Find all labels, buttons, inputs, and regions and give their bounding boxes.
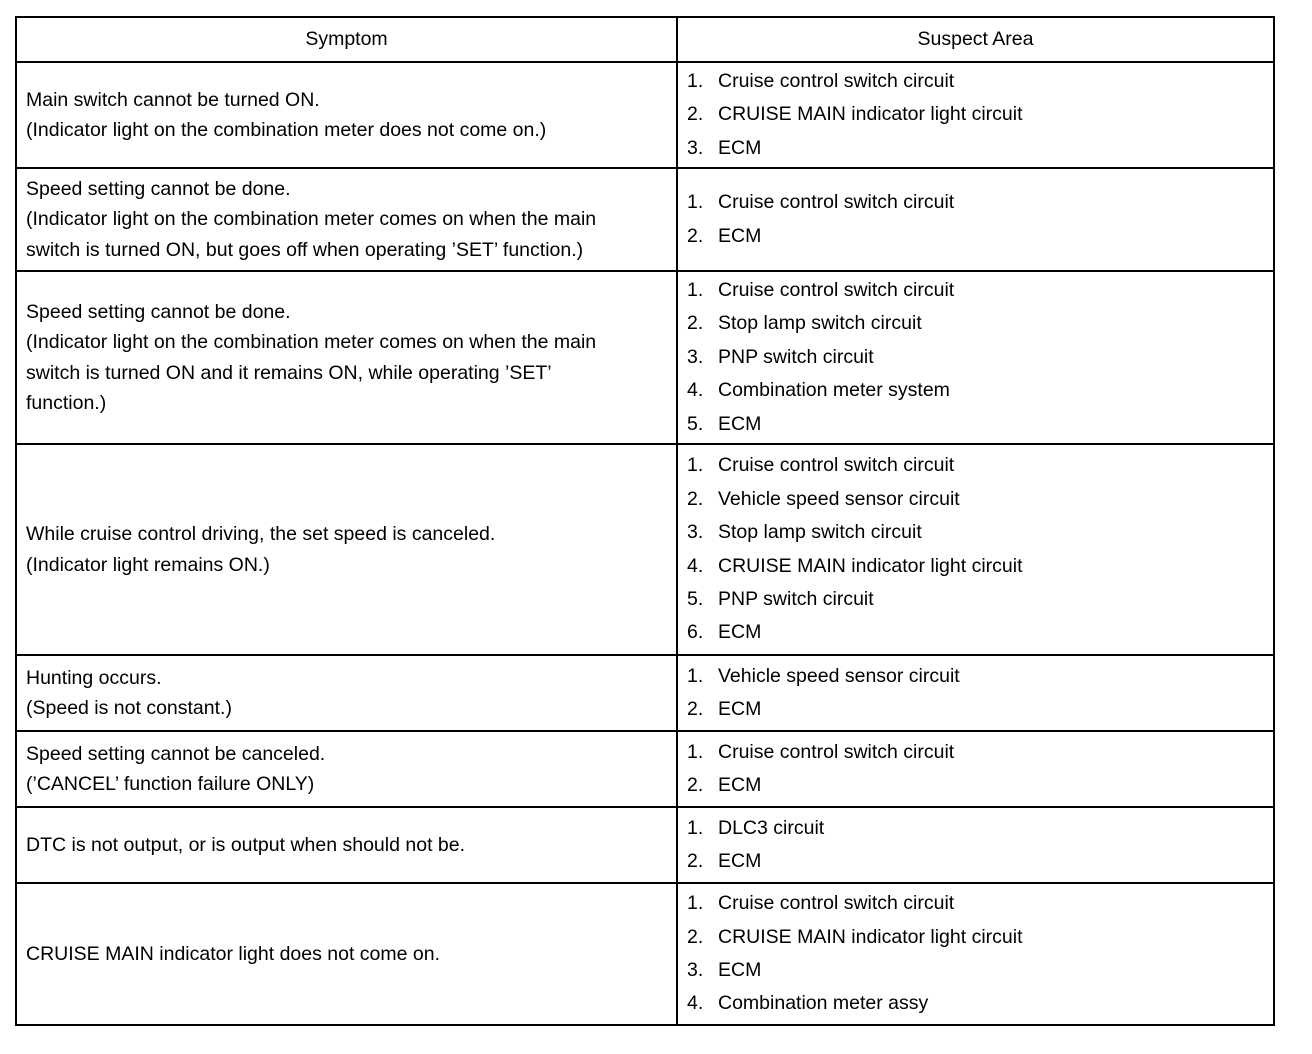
symptom-line: Hunting occurs. [26, 666, 162, 689]
item-number: 5. [687, 412, 704, 435]
symptom-line: function.) [26, 392, 107, 414]
suspect-area-item [687, 98, 1273, 131]
table-row [16, 807, 1274, 883]
symptom-header: Symptom [16, 17, 677, 62]
symptom-cell [16, 271, 677, 444]
header-row [16, 17, 1274, 62]
symptom-line: Main switch cannot be turned ON. [26, 88, 320, 111]
suspect-area-list [687, 186, 1273, 253]
item-text: CRUISE MAIN indicator light circuit [718, 554, 1023, 577]
symptom-line: (Indicator light on the combination meter comes on when the main [26, 331, 597, 353]
suspect-area-cell [677, 655, 1274, 731]
suspect-area-cell [677, 271, 1274, 444]
table-row [16, 655, 1274, 731]
item-text: ECM [718, 698, 762, 720]
suspect-area-item [687, 616, 1273, 649]
suspect-area-item [687, 736, 1273, 769]
table-row [16, 271, 1274, 444]
item-number: 3. [687, 136, 704, 159]
suspect-area-item [687, 887, 1273, 920]
suspect-area-item [687, 449, 1273, 482]
symptom-line: Speed setting cannot be done. [26, 300, 291, 323]
symptom-cell [16, 731, 677, 807]
symptom-cell [16, 807, 677, 883]
item-number: 2. [687, 224, 704, 247]
item-number: 1. [687, 664, 704, 687]
suspect-area-item [687, 516, 1273, 549]
suspect-area-item [687, 660, 1273, 693]
item-text: CRUISE MAIN indicator light circuit [718, 103, 1023, 126]
suspect-area-cell [677, 883, 1274, 1025]
item-number: 2. [687, 487, 704, 510]
suspect-area-item [687, 65, 1273, 98]
suspect-area-item [687, 186, 1273, 219]
symptom-line: (Indicator light remains ON.) [26, 553, 270, 576]
symptom-line: CRUISE MAIN indicator light does not come on. [26, 942, 441, 965]
item-text: ECM [718, 412, 762, 435]
item-text: Cruise control switch circuit [718, 892, 955, 915]
suspect-area-list [687, 812, 1273, 879]
item-text: Vehicle speed sensor circuit [718, 487, 960, 510]
symptom-line: (Indicator light on the combination meter does not come on.) [26, 119, 547, 141]
suspect-area-item [687, 845, 1273, 878]
suspect-area-item [687, 132, 1273, 165]
suspect-area-cell [677, 444, 1274, 655]
item-text: DLC3 circuit [718, 816, 825, 839]
item-number: 4. [687, 992, 704, 1015]
suspect-area-item [687, 341, 1273, 374]
item-text: Stop lamp switch circuit [718, 521, 922, 544]
symptom-line: switch is turned ON, but goes off when operating ’SET’ function.) [26, 238, 584, 261]
item-number: 2. [687, 925, 704, 948]
item-text: ECM [718, 850, 762, 872]
table-row [16, 731, 1274, 807]
suspect-area-item [687, 408, 1273, 441]
suspect-area-item [687, 583, 1273, 616]
item-number: 1. [687, 454, 704, 477]
symptom-line: (Indicator light on the combination meter comes on when the main [26, 208, 597, 231]
item-text: Vehicle speed sensor circuit [718, 664, 960, 687]
suspect-area-item [687, 769, 1273, 802]
symptom-line: (’CANCEL’ function failure ONLY) [26, 773, 315, 795]
item-text: Combination meter assy [718, 992, 929, 1015]
suspect-area-item [687, 483, 1273, 516]
suspect-area-list [687, 736, 1273, 803]
suspect-area-cell [677, 807, 1274, 883]
suspect-area-list [687, 887, 1273, 1021]
suspect-area-item [687, 987, 1273, 1020]
item-text: PNP switch circuit [718, 587, 874, 610]
suspect-area-item [687, 693, 1273, 726]
item-number: 6. [687, 621, 704, 644]
item-number: 1. [687, 816, 704, 839]
item-number: 2. [687, 850, 704, 872]
suspect-area-item [687, 550, 1273, 583]
item-text: Cruise control switch circuit [718, 278, 955, 301]
item-number: 3. [687, 345, 704, 368]
item-text: ECM [718, 224, 762, 247]
item-number: 4. [687, 554, 704, 577]
symptom-cell [16, 62, 677, 168]
suspect-area-item [687, 954, 1273, 987]
suspect-area-list [687, 65, 1273, 165]
item-number: 3. [687, 959, 704, 981]
item-text: ECM [718, 959, 762, 981]
symptom-cell [16, 655, 677, 731]
table-row [16, 444, 1274, 655]
suspect-area-item [687, 812, 1273, 845]
symptom-table [15, 16, 1275, 1026]
symptom-cell [16, 883, 677, 1025]
item-text: Combination meter system [718, 379, 950, 402]
item-number: 1. [687, 191, 704, 214]
suspect-area-item [687, 274, 1273, 307]
symptom-line: switch is turned ON and it remains ON, while operating ’SET’ [26, 361, 552, 384]
symptom-cell [16, 168, 677, 271]
item-text: ECM [718, 136, 762, 159]
item-text: Cruise control switch circuit [718, 740, 955, 763]
item-text: Cruise control switch circuit [718, 191, 955, 214]
suspect-area-cell [677, 62, 1274, 168]
item-number: 2. [687, 103, 704, 126]
item-text: Cruise control switch circuit [718, 69, 955, 92]
table-row [16, 168, 1274, 271]
item-number: 4. [687, 379, 704, 402]
suspect-area-header: Suspect Area [677, 17, 1274, 62]
table-body [16, 62, 1274, 1025]
item-number: 2. [687, 698, 704, 720]
table-row [16, 62, 1274, 168]
item-text: ECM [718, 774, 762, 796]
suspect-area-list [687, 660, 1273, 727]
symptom-line: While cruise control driving, the set speed is canceled. [26, 523, 496, 545]
symptom-line: Speed setting cannot be done. [26, 177, 291, 200]
suspect-area-list [687, 274, 1273, 441]
suspect-area-item [687, 307, 1273, 340]
item-text: Stop lamp switch circuit [718, 312, 922, 335]
item-number: 2. [687, 312, 704, 335]
item-number: 1. [687, 740, 704, 763]
table-row [16, 883, 1274, 1025]
suspect-area-item [687, 220, 1273, 253]
suspect-area-item [687, 374, 1273, 407]
item-text: CRUISE MAIN indicator light circuit [718, 925, 1023, 948]
item-number: 1. [687, 278, 704, 301]
symptom-line: Speed setting cannot be canceled. [26, 742, 326, 765]
symptom-line: (Speed is not constant.) [26, 697, 232, 719]
item-number: 1. [687, 69, 704, 92]
symptom-line: DTC is not output, or is output when should not be. [26, 833, 466, 856]
suspect-area-list [687, 449, 1273, 649]
symptom-cell [16, 444, 677, 655]
item-number: 2. [687, 774, 704, 796]
suspect-area-cell [677, 168, 1274, 271]
item-text: ECM [718, 621, 762, 644]
item-number: 5. [687, 587, 704, 610]
item-number: 1. [687, 892, 704, 915]
item-number: 3. [687, 521, 704, 544]
item-text: Cruise control switch circuit [718, 454, 955, 477]
item-text: PNP switch circuit [718, 345, 874, 368]
suspect-area-item [687, 921, 1273, 954]
suspect-area-cell [677, 731, 1274, 807]
